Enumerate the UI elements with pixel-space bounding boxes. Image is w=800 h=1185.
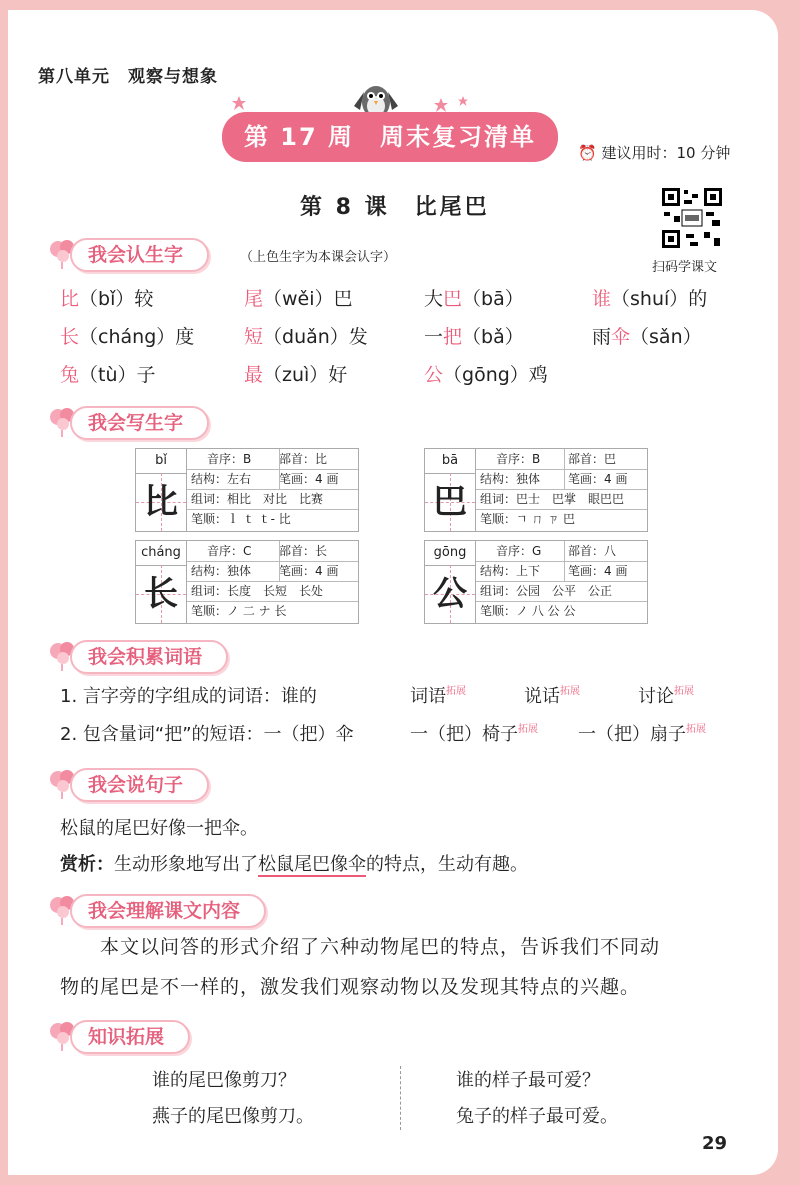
recognize-word: 公（gōng）鸡 xyxy=(424,364,548,386)
accumulate-word: 词语$^{拓展}$ xyxy=(410,686,466,707)
accumulate-word: 一（把）椅子$^{拓展}$ xyxy=(410,724,538,745)
card-pinyin: bā xyxy=(441,453,459,468)
card-pinyin: gōng xyxy=(433,545,467,560)
card-char: 巴 xyxy=(433,482,467,522)
star-icon xyxy=(434,98,448,112)
summary-line-2: 物的尾巴是不一样的，激发我们观察动物以及发现其特点的兴趣。 xyxy=(60,976,641,998)
example-sentence: 松鼠的尾巴好像一把伞。 xyxy=(60,818,258,839)
card-char: 比 xyxy=(144,482,178,522)
star-icon xyxy=(232,96,246,110)
char-card: gōng 公 音序：G 部首：八 结构：上下 笔画：4 画 组词：公园 公平 公正 笔顺：ノ 八 公 公 xyxy=(424,540,648,624)
clock-icon: ⏰ xyxy=(578,144,597,162)
accumulate-word: 讨论$^{拓展}$ xyxy=(638,686,694,707)
recognize-word: 比（bǐ）较 xyxy=(60,288,154,310)
extend-right-a: 兔子的样子最可爱。 xyxy=(456,1106,618,1127)
card-char: 公 xyxy=(433,574,467,614)
accumulate-line-2: 2. 包含量词“把”的短语：一（把）伞 xyxy=(60,724,354,745)
extend-left-q: 谁的尾巴像剪刀？ xyxy=(152,1070,296,1091)
recognize-word: 最（zuì）好 xyxy=(244,364,348,386)
section-title: 我会认生字 xyxy=(70,238,209,272)
char-card: bā 巴 音序：B 部首：巴 结构：独体 笔画：4 画 组词：巴士 巴掌 眼巴巴 笔顺：ㄱ ㄇ ㄗ 巴 xyxy=(424,448,648,532)
star-icon xyxy=(458,96,468,106)
qr-code[interactable] xyxy=(660,186,724,250)
recognize-word: 长（cháng）度 xyxy=(60,326,195,348)
recognize-word: 短（duǎn）发 xyxy=(244,326,368,348)
section-title: 我会说句子 xyxy=(70,768,209,802)
recognize-word: 雨伞（sǎn） xyxy=(592,326,702,348)
accumulate-line-1: 1. 言字旁的字组成的词语：谁的 xyxy=(60,686,317,707)
suggested-time xyxy=(578,142,730,163)
card-pinyin: cháng xyxy=(141,545,181,560)
char-card: cháng 长 音序：C 部首：长 结构：独体 笔画：4 画 组词：长度 长短 长处 笔顺：ノ 二 ナ 长 xyxy=(135,540,359,624)
extend-divider xyxy=(400,1066,401,1130)
section-title: 我会理解课文内容 xyxy=(70,894,266,928)
card-pinyin: bǐ xyxy=(155,453,167,468)
section-title: 知识拓展 xyxy=(70,1020,190,1054)
unit-label: 第八单元 观察与想象 xyxy=(38,67,218,87)
recognize-note: （上色生字为本课会认字） xyxy=(240,250,397,265)
recognize-word: 一把（bǎ） xyxy=(424,326,524,348)
section-title: 我会写生字 xyxy=(70,406,209,440)
char-card: bǐ 比 音序：B 部首：比 结构：左右 笔画：4 画 组词：相比 对比 比赛 笔顺：ｌ ｔ ｔ- 比 xyxy=(135,448,359,532)
summary-line-1: 本文以问答的形式介绍了六种动物尾巴的特点，告诉我们不同动 xyxy=(60,936,661,958)
recognize-word: 大巴（bā） xyxy=(424,288,524,310)
page-number: 29 xyxy=(702,1133,728,1154)
extend-left-a: 燕子的尾巴像剪刀。 xyxy=(152,1106,314,1127)
time-label: 建议用时：10 分钟 xyxy=(601,144,731,162)
card-char: 长 xyxy=(144,574,178,614)
week-banner xyxy=(222,112,558,162)
banner-text: 第 17 周 周末复习清单 xyxy=(243,123,537,151)
recognize-word: 谁（shuí）的 xyxy=(592,288,708,310)
accumulate-word: 说话$^{拓展}$ xyxy=(524,686,580,707)
recognize-word: 兔（tù）子 xyxy=(60,364,156,386)
analysis: 赏析：生动形象地写出了松鼠尾巴像伞的特点，生动有趣。 xyxy=(60,854,528,875)
extend-right-q: 谁的样子最可爱？ xyxy=(456,1070,600,1091)
section-title: 我会积累词语 xyxy=(70,640,228,674)
recognize-word: 尾（wěi）巴 xyxy=(244,288,353,310)
qr-label: 扫码学课文 xyxy=(652,260,718,275)
unit-title xyxy=(38,62,218,87)
lesson-title: 第 8 课 比尾巴 xyxy=(300,195,490,220)
accumulate-word: 一（把）扇子$^{拓展}$ xyxy=(578,724,706,745)
